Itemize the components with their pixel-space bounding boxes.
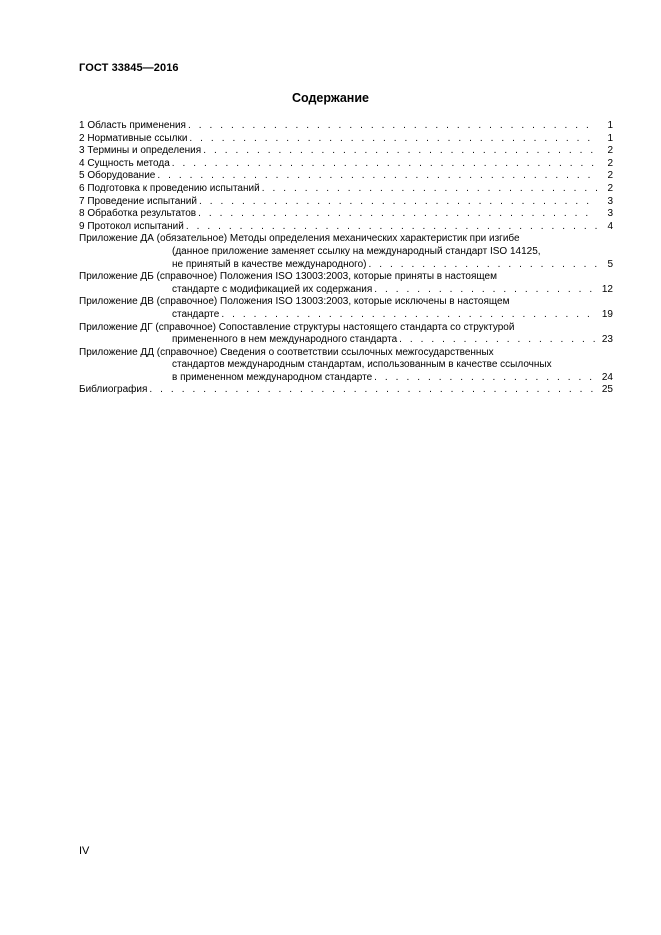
dot-leader (203, 145, 597, 158)
toc-entry-text: 2 Нормативные ссылки (79, 132, 188, 144)
dot-leader (399, 334, 597, 347)
dot-leader (369, 259, 598, 272)
toc-page-number: 24 (601, 371, 613, 383)
dot-leader (189, 133, 597, 146)
toc-entry-text: Приложение ДА (обязательное) Методы определения механических характеристик при изгибе (79, 233, 520, 245)
toc-page-number: 25 (601, 384, 613, 396)
toc-entry[interactable] (79, 120, 613, 133)
toc-entry-text: в примененном международном стандарте (172, 371, 373, 383)
toc-entry[interactable] (79, 384, 613, 397)
toc-entry-text: стандарте (172, 308, 220, 320)
toc-entry-text: Приложение ДБ (справочное) Положения ISO 13003:2003, которые приняты в настоящем (79, 271, 497, 283)
toc-entry-text: 7 Проведение испытаний (79, 195, 197, 207)
dot-leader (157, 170, 597, 183)
toc-entry-text: примененного в нем международного стандарта (172, 334, 398, 346)
dot-leader (172, 158, 597, 171)
toc-entry[interactable] (79, 296, 613, 321)
dot-leader (221, 309, 597, 322)
toc-page-number: 2 (607, 170, 613, 182)
toc-page-number: 2 (607, 182, 613, 194)
toc-entry-text: 9 Протокол испытаний (79, 220, 184, 232)
toc-entry[interactable] (79, 347, 613, 385)
dot-leader (199, 196, 597, 209)
toc-entry-text: 3 Термины и определения (79, 145, 202, 157)
dot-leader (374, 284, 597, 297)
dot-leader (186, 221, 597, 234)
toc-entry-text: Приложение ДД (справочное) Сведения о соответствии ссылочных межгосударственных (79, 346, 494, 358)
toc-entry[interactable] (79, 233, 613, 271)
toc-entry-text: 4 Сущность метода (79, 157, 170, 169)
dot-leader (188, 120, 597, 133)
dot-leader (149, 384, 597, 397)
toc-entry[interactable] (79, 145, 613, 158)
dot-leader (374, 372, 597, 385)
page-number: IV (79, 845, 90, 857)
toc-page-number: 1 (607, 132, 613, 144)
toc-entry-text: (данное приложение заменяет ссылку на международный стандарт ISO 14125, (172, 245, 541, 257)
toc-entry-text: 6 Подготовка к проведению испытаний (79, 182, 260, 194)
toc-page-number: 3 (607, 208, 613, 220)
toc-page-number: 12 (601, 283, 613, 295)
toc-entry-text: 8 Обработка результатов (79, 208, 197, 220)
toc-entry[interactable] (79, 133, 613, 146)
standard-code: ГОСТ 33845—2016 (79, 62, 179, 74)
toc-entry-text: стандартов международным стандартам, использованным в качестве ссылочных (172, 359, 552, 371)
toc-entry[interactable] (79, 208, 613, 221)
toc-entry-text: 1 Область применения (79, 120, 186, 131)
toc-entry[interactable] (79, 170, 613, 183)
toc-page-number: 2 (607, 145, 613, 157)
toc-page-number: 4 (607, 220, 613, 232)
toc-entry-text: Приложение ДВ (справочное) Положения ISO 13003:2003, которые исключены в настоящем (79, 296, 510, 308)
toc-entry-text: Приложение ДГ (справочное) Сопоставление структуры настоящего стандарта со структурой (79, 321, 515, 333)
toc-entry[interactable] (79, 271, 613, 296)
toc-entry-text: Библиография (79, 384, 148, 396)
toc-page-number: 19 (601, 308, 613, 320)
page-title: Содержание (291, 91, 369, 105)
toc-page-number: 1 (607, 120, 613, 131)
toc-page-number: 5 (607, 258, 613, 270)
table-of-contents (79, 120, 613, 397)
toc-page-number: 2 (607, 157, 613, 169)
toc-page-number: 3 (607, 195, 613, 207)
toc-entry[interactable] (79, 196, 613, 209)
toc-page-number: 23 (601, 334, 613, 346)
toc-entry[interactable] (79, 183, 613, 196)
toc-entry-text: 5 Оборудование (79, 170, 156, 182)
toc-entry-text: стандарте с модификацией их содержания (172, 283, 373, 295)
toc-entry[interactable] (79, 221, 613, 234)
toc-entry[interactable] (79, 322, 613, 347)
dot-leader (198, 208, 597, 221)
dot-leader (262, 183, 597, 196)
toc-entry[interactable] (79, 158, 613, 171)
toc-entry-text: не принятый в качестве международного) (172, 258, 367, 270)
